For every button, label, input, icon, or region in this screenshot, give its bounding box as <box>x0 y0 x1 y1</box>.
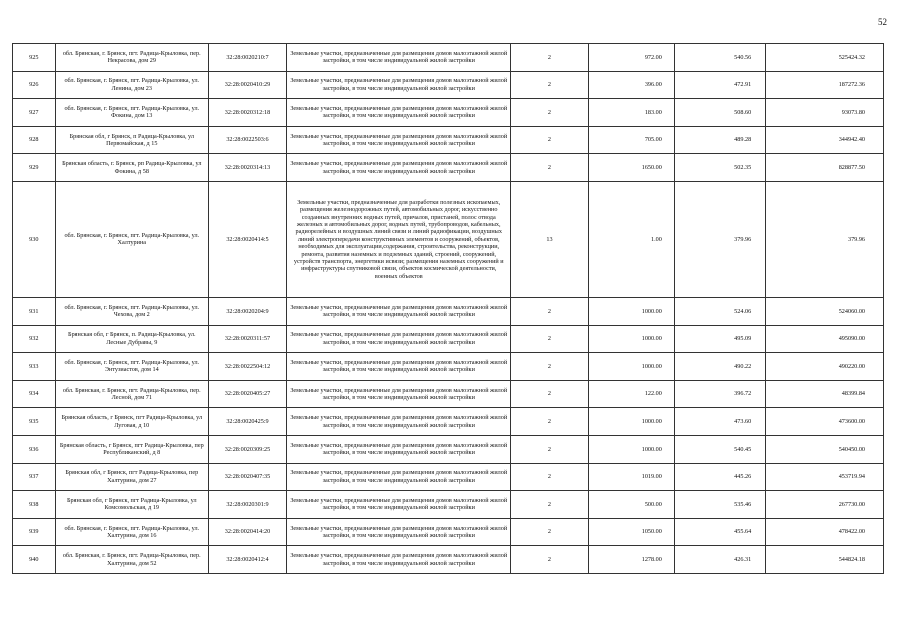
area-cell: 972.00 <box>588 44 674 72</box>
area-cell: 122.00 <box>588 380 674 408</box>
table-row <box>13 71 884 99</box>
area-cell: 1019.00 <box>588 463 674 491</box>
cadastral-number-cell: 32:28:0020405:27 <box>208 380 286 408</box>
row-number-cell: 929 <box>13 154 56 182</box>
permitted-use-cell: Земельные участки, предназначенные для размещения домов малоэтажной жилой застройки, в том числе индивидуальной жилой застройки <box>287 546 511 574</box>
area-cell: 1000.00 <box>588 353 674 381</box>
address-cell: Брянская область, г Брянск, пгт Радица-Крыловка, ул Луговая, д 10 <box>55 408 208 436</box>
row-number-cell: 939 <box>13 518 56 546</box>
area-cell: 1278.00 <box>588 546 674 574</box>
cadastral-number-cell: 32:28:0020414:20 <box>208 518 286 546</box>
cadastral-number-cell: 32:28:0020309:25 <box>208 435 286 463</box>
cadastral-number-cell: 32:28:0020414:5 <box>208 181 286 297</box>
group-code-cell: 2 <box>511 380 588 408</box>
cadastral-value-cell: 828877.50 <box>766 154 884 182</box>
area-cell: 183.00 <box>588 99 674 127</box>
table-row <box>13 463 884 491</box>
specific-value-cell: 445.26 <box>674 463 765 491</box>
address-cell: обл. Брянская, г. Брянск, пгт. Радица-Крыловка, пер. Некрасова, дом 29 <box>55 44 208 72</box>
cadastral-value-cell: 490220.00 <box>766 353 884 381</box>
specific-value-cell: 455.64 <box>674 518 765 546</box>
cadastral-value-cell: 379.96 <box>766 181 884 297</box>
cadastral-number-cell: 32:28:0020301:9 <box>208 491 286 519</box>
cadastral-value-cell: 453719.94 <box>766 463 884 491</box>
specific-value-cell: 426.31 <box>674 546 765 574</box>
address-cell: обл. Брянская, г. Брянск, пгт. Радица-Крыловка, пер. Лесной, дом 71 <box>55 380 208 408</box>
table-row <box>13 353 884 381</box>
cadastral-number-cell: 32:28:0022503:6 <box>208 126 286 154</box>
group-code-cell: 2 <box>511 491 588 519</box>
group-code-cell: 2 <box>511 44 588 72</box>
specific-value-cell: 472.91 <box>674 71 765 99</box>
group-code-cell: 2 <box>511 435 588 463</box>
table-row <box>13 297 884 325</box>
permitted-use-cell: Земельные участки, предназначенные для размещения домов малоэтажной жилой застройки, в том числе индивидуальной жилой застройки <box>287 408 511 436</box>
cadastral-value-cell: 187272.36 <box>766 71 884 99</box>
cadastral-value-cell: 478422.00 <box>766 518 884 546</box>
row-number-cell: 940 <box>13 546 56 574</box>
cadastral-number-cell: 32:28:0020412:4 <box>208 546 286 574</box>
land-registry-table <box>12 43 884 574</box>
area-cell: 1000.00 <box>588 297 674 325</box>
address-cell: обл. Брянская, г. Брянск, пгт. Радица-Крыловка, ул. Чехова, дом 2 <box>55 297 208 325</box>
cadastral-number-cell: 32:28:0020425:9 <box>208 408 286 436</box>
table-row <box>13 408 884 436</box>
group-code-cell: 2 <box>511 126 588 154</box>
group-code-cell: 2 <box>511 297 588 325</box>
row-number-cell: 927 <box>13 99 56 127</box>
area-cell: 500.00 <box>588 491 674 519</box>
address-cell: обл. Брянская, г. Брянск, пгт. Радица-Крыловка, ул. Фокина, дом 13 <box>55 99 208 127</box>
cadastral-number-cell: 32:28:0020311:57 <box>208 325 286 353</box>
permitted-use-cell: Земельные участки, предназначенные для размещения домов малоэтажной жилой застройки, в том числе индивидуальной жилой застройки <box>287 297 511 325</box>
specific-value-cell: 379.96 <box>674 181 765 297</box>
permitted-use-cell: Земельные участки, предназначенные для размещения домов малоэтажной жилой застройки, в том числе индивидуальной жилой застройки <box>287 463 511 491</box>
address-cell: Брянская обл, г Брянск, п Радица-Крыловка, ул Первомайская, д 15 <box>55 126 208 154</box>
specific-value-cell: 396.72 <box>674 380 765 408</box>
specific-value-cell: 524.06 <box>674 297 765 325</box>
area-cell: 705.00 <box>588 126 674 154</box>
address-cell: Брянская область, г Брянск, пгт Радица-Крыловка, пер Республиканский, д 8 <box>55 435 208 463</box>
table-row <box>13 181 884 297</box>
address-cell: обл. Брянская, г. Брянск, пгт. Радица-Крыловка, ул. Энтузиастов, дом 14 <box>55 353 208 381</box>
permitted-use-cell: Земельные участки, предназначенные для размещения домов малоэтажной жилой застройки, в том числе индивидуальной жилой застройки <box>287 353 511 381</box>
table-row <box>13 435 884 463</box>
specific-value-cell: 540.56 <box>674 44 765 72</box>
cadastral-value-cell: 524060.00 <box>766 297 884 325</box>
table-row <box>13 491 884 519</box>
address-cell: Брянская обл, г Брянск, пгт Радица-Крыловка, ул Комсомольская, д 19 <box>55 491 208 519</box>
row-number-cell: 925 <box>13 44 56 72</box>
area-cell: 1000.00 <box>588 408 674 436</box>
group-code-cell: 2 <box>511 71 588 99</box>
group-code-cell: 2 <box>511 154 588 182</box>
permitted-use-cell: Земельные участки, предназначенные для размещения домов малоэтажной жилой застройки, в том числе индивидуальной жилой застройки <box>287 435 511 463</box>
row-number-cell: 931 <box>13 297 56 325</box>
group-code-cell: 2 <box>511 408 588 436</box>
group-code-cell: 2 <box>511 463 588 491</box>
row-number-cell: 938 <box>13 491 56 519</box>
cadastral-number-cell: 32:28:0020407:35 <box>208 463 286 491</box>
row-number-cell: 935 <box>13 408 56 436</box>
table-row <box>13 546 884 574</box>
permitted-use-cell: Земельные участки, предназначенные для разработки полезных ископаемых, размещения железнодорожных путей, автомобильных дорог, искусственно созданных внутренних водных путей, причалов, пристаней, полос отвода железных и автомобильных дорог, водных путей, трубопроводов, кабельных, радиорелейных и воздушных линий связи и линий радиофикации, воздушных линий электропередачи конструктивных элементов и сооружений, объектов, необходимых для эксплуатации,содержания, строительства, реконструкции, ремонта, развития наземных и подземных зданий, строений, сооружений, устройств транспорта, энергетики исвязи; размещения наземных сооружений и инфраструктуры спутниковой связи, объектов космической деятельности, военных объектов <box>287 181 511 297</box>
specific-value-cell: 495.09 <box>674 325 765 353</box>
table-row <box>13 126 884 154</box>
area-cell: 396.00 <box>588 71 674 99</box>
table-row <box>13 518 884 546</box>
table-row <box>13 325 884 353</box>
group-code-cell: 13 <box>511 181 588 297</box>
permitted-use-cell: Земельные участки, предназначенные для размещения домов малоэтажной жилой застройки, в том числе индивидуальной жилой застройки <box>287 491 511 519</box>
specific-value-cell: 490.22 <box>674 353 765 381</box>
area-cell: 1000.00 <box>588 435 674 463</box>
table-row <box>13 44 884 72</box>
row-number-cell: 936 <box>13 435 56 463</box>
address-cell: Брянская область, г. Брянск, рп Радица-Крыловка, ул Фокина, д 58 <box>55 154 208 182</box>
cadastral-value-cell: 93073.80 <box>766 99 884 127</box>
address-cell: обл. Брянская, г. Брянск, пгт. Радица-Крыловка, ул. Халтурина, дом 16 <box>55 518 208 546</box>
address-cell: Брянская обл, г Брянск, п. Радица-Крыловка, ул. Лесные Дубравы, 9 <box>55 325 208 353</box>
permitted-use-cell: Земельные участки, предназначенные для размещения домов малоэтажной жилой застройки, в том числе индивидуальной жилой застройки <box>287 154 511 182</box>
cadastral-value-cell: 344942.40 <box>766 126 884 154</box>
permitted-use-cell: Земельные участки, предназначенные для размещения домов малоэтажной жилой застройки, в том числе индивидуальной жилой застройки <box>287 126 511 154</box>
address-cell: обл. Брянская, г. Брянск, пгт. Радица-Крыловка, пер. Халтурина, дом 52 <box>55 546 208 574</box>
row-number-cell: 930 <box>13 181 56 297</box>
cadastral-value-cell: 544824.18 <box>766 546 884 574</box>
permitted-use-cell: Земельные участки, предназначенные для размещения домов малоэтажной жилой застройки, в том числе индивидуальной жилой застройки <box>287 518 511 546</box>
specific-value-cell: 473.60 <box>674 408 765 436</box>
table-row <box>13 380 884 408</box>
permitted-use-cell: Земельные участки, предназначенные для размещения домов малоэтажной жилой застройки, в том числе индивидуальной жилой застройки <box>287 99 511 127</box>
cadastral-value-cell: 540450.00 <box>766 435 884 463</box>
specific-value-cell: 535.46 <box>674 491 765 519</box>
address-cell: обл. Брянская, г. Брянск, пгт. Радица-Крыловка, ул. Ленина, дом 23 <box>55 71 208 99</box>
specific-value-cell: 540.45 <box>674 435 765 463</box>
cadastral-number-cell: 32:28:0020312:18 <box>208 99 286 127</box>
cadastral-value-cell: 473600.00 <box>766 408 884 436</box>
area-cell: 1000.00 <box>588 325 674 353</box>
page-number: 52 <box>878 17 887 27</box>
table-row <box>13 154 884 182</box>
specific-value-cell: 508.60 <box>674 99 765 127</box>
area-cell: 1.00 <box>588 181 674 297</box>
permitted-use-cell: Земельные участки, предназначенные для размещения домов малоэтажной жилой застройки, в том числе индивидуальной жилой застройки <box>287 44 511 72</box>
permitted-use-cell: Земельные участки, предназначенные для размещения домов малоэтажной жилой застройки, в том числе индивидуальной жилой застройки <box>287 71 511 99</box>
cadastral-value-cell: 48399.84 <box>766 380 884 408</box>
cadastral-number-cell: 32:28:0020314:13 <box>208 154 286 182</box>
specific-value-cell: 502.35 <box>674 154 765 182</box>
cadastral-value-cell: 495090.00 <box>766 325 884 353</box>
cadastral-value-cell: 267730.00 <box>766 491 884 519</box>
area-cell: 1650.00 <box>588 154 674 182</box>
row-number-cell: 926 <box>13 71 56 99</box>
cadastral-number-cell: 32:28:0020410:29 <box>208 71 286 99</box>
row-number-cell: 932 <box>13 325 56 353</box>
address-cell: Брянская обл, г Брянск, пгт Радица-Крыловка, пер Халтурина, дом 27 <box>55 463 208 491</box>
row-number-cell: 934 <box>13 380 56 408</box>
cadastral-number-cell: 32:28:0020204:9 <box>208 297 286 325</box>
permitted-use-cell: Земельные участки, предназначенные для размещения домов малоэтажной жилой застройки, в том числе индивидуальной жилой застройки <box>287 380 511 408</box>
cadastral-number-cell: 32:28:0022504:12 <box>208 353 286 381</box>
group-code-cell: 2 <box>511 546 588 574</box>
table-body <box>13 44 884 574</box>
table-row <box>13 99 884 127</box>
permitted-use-cell: Земельные участки, предназначенные для размещения домов малоэтажной жилой застройки, в том числе индивидуальной жилой застройки <box>287 325 511 353</box>
row-number-cell: 928 <box>13 126 56 154</box>
group-code-cell: 2 <box>511 353 588 381</box>
group-code-cell: 2 <box>511 99 588 127</box>
address-cell: обл. Брянская, г. Брянск, пгт. Радица-Крыловка, ул. Халтурина <box>55 181 208 297</box>
group-code-cell: 2 <box>511 518 588 546</box>
row-number-cell: 933 <box>13 353 56 381</box>
row-number-cell: 937 <box>13 463 56 491</box>
specific-value-cell: 489.28 <box>674 126 765 154</box>
cadastral-value-cell: 525424.32 <box>766 44 884 72</box>
group-code-cell: 2 <box>511 325 588 353</box>
cadastral-number-cell: 32:28:0020210:7 <box>208 44 286 72</box>
area-cell: 1050.00 <box>588 518 674 546</box>
